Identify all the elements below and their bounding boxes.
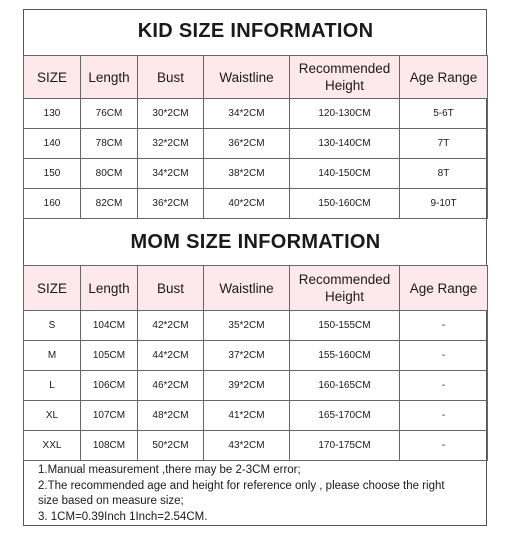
table-cell: 105CM xyxy=(81,341,138,371)
table-cell: 39*2CM xyxy=(204,371,290,401)
table-cell: 44*2CM xyxy=(138,341,204,371)
table-cell: 140 xyxy=(24,129,81,159)
table-cell: 46*2CM xyxy=(138,371,204,401)
table-cell: 42*2CM xyxy=(138,311,204,341)
table-cell: 140-150CM xyxy=(290,159,400,189)
note-line: 1.Manual measurement ,there may be 2-3CM error; xyxy=(38,464,301,476)
table-cell: 36*2CM xyxy=(204,129,290,159)
table-cell: 35*2CM xyxy=(204,311,290,341)
table-cell: 155-160CM xyxy=(290,341,400,371)
table-cell: 43*2CM xyxy=(204,431,290,461)
table-cell: 50*2CM xyxy=(138,431,204,461)
table-cell: 34*2CM xyxy=(204,99,290,129)
table-cell: M xyxy=(24,341,81,371)
table-cell: 150-160CM xyxy=(290,189,400,219)
table-cell: - xyxy=(400,311,488,341)
table-row xyxy=(24,189,488,219)
note-line: size based on measure size; xyxy=(38,495,184,507)
size-notes xyxy=(38,463,478,525)
table-cell: 41*2CM xyxy=(204,401,290,431)
table-cell: 160-165CM xyxy=(290,371,400,401)
table-cell: 80CM xyxy=(81,159,138,189)
table-cell: 130 xyxy=(24,99,81,129)
table-cell: XL xyxy=(24,401,81,431)
kid-header-row xyxy=(24,56,488,99)
table-cell: 165-170CM xyxy=(290,401,400,431)
table-cell: 30*2CM xyxy=(138,99,204,129)
kid-header-cell: Waistline xyxy=(204,56,290,99)
table-cell: 150 xyxy=(24,159,81,189)
kid-header-cell: Bust xyxy=(138,56,204,99)
kid-header-cell: Length xyxy=(81,56,138,99)
table-cell: 107CM xyxy=(81,401,138,431)
table-row xyxy=(24,311,488,341)
table-cell: 104CM xyxy=(81,311,138,341)
table-cell: 160 xyxy=(24,189,81,219)
mom-header-row xyxy=(24,266,488,311)
note-line: 2.The recommended age and height for reference only , please choose the right xyxy=(38,479,445,492)
table-cell: - xyxy=(400,341,488,371)
table-cell: 150-155CM xyxy=(290,311,400,341)
table-cell: 7T xyxy=(400,129,488,159)
table-cell: 36*2CM xyxy=(138,189,204,219)
table-cell: 170-175CM xyxy=(290,431,400,461)
table-cell: L xyxy=(24,371,81,401)
table-cell: 120-130CM xyxy=(290,99,400,129)
table-cell: 82CM xyxy=(81,189,138,219)
table-cell: 130-140CM xyxy=(290,129,400,159)
kid-size-table xyxy=(23,55,488,219)
kid-table-body xyxy=(24,99,488,219)
table-cell: 9-10T xyxy=(400,189,488,219)
table-cell: 34*2CM xyxy=(138,159,204,189)
table-cell: 106CM xyxy=(81,371,138,401)
table-cell: - xyxy=(400,371,488,401)
mom-header-cell: Bust xyxy=(138,266,204,311)
table-cell: 32*2CM xyxy=(138,129,204,159)
table-row xyxy=(24,159,488,189)
mom-size-title: MOM SIZE INFORMATION xyxy=(130,231,381,253)
table-cell: 5-6T xyxy=(400,99,488,129)
mom-size-table xyxy=(23,265,488,461)
table-row xyxy=(24,401,488,431)
table-row xyxy=(24,371,488,401)
table-cell: - xyxy=(400,431,488,461)
table-cell: - xyxy=(400,401,488,431)
note-line: 3. 1CM=0.39Inch 1Inch=2.54CM. xyxy=(38,510,208,523)
table-cell: 108CM xyxy=(81,431,138,461)
table-cell: 40*2CM xyxy=(204,189,290,219)
mom-header-cell: Length xyxy=(81,266,138,311)
table-row xyxy=(24,341,488,371)
table-cell: S xyxy=(24,311,81,341)
table-cell: XXL xyxy=(24,431,81,461)
table-row xyxy=(24,99,488,129)
table-row xyxy=(24,129,488,159)
table-cell: 38*2CM xyxy=(204,159,290,189)
mom-header-cell: Waistline xyxy=(204,266,290,311)
table-cell: 8T xyxy=(400,159,488,189)
kid-header-cell: SIZE xyxy=(24,56,81,99)
kid-size-title: KID SIZE INFORMATION xyxy=(137,20,374,42)
mom-header-cell: Recommended Height xyxy=(290,266,400,311)
kid-header-cell: Age Range xyxy=(400,56,488,99)
table-row xyxy=(24,431,488,461)
mom-header-cell: SIZE xyxy=(24,266,81,311)
table-cell: 76CM xyxy=(81,99,138,129)
kid-header-cell: Recommended Height xyxy=(290,56,400,99)
mom-header-cell: Age Range xyxy=(400,266,488,311)
table-cell: 48*2CM xyxy=(138,401,204,431)
mom-table-body xyxy=(24,311,488,461)
table-cell: 37*2CM xyxy=(204,341,290,371)
table-cell: 78CM xyxy=(81,129,138,159)
